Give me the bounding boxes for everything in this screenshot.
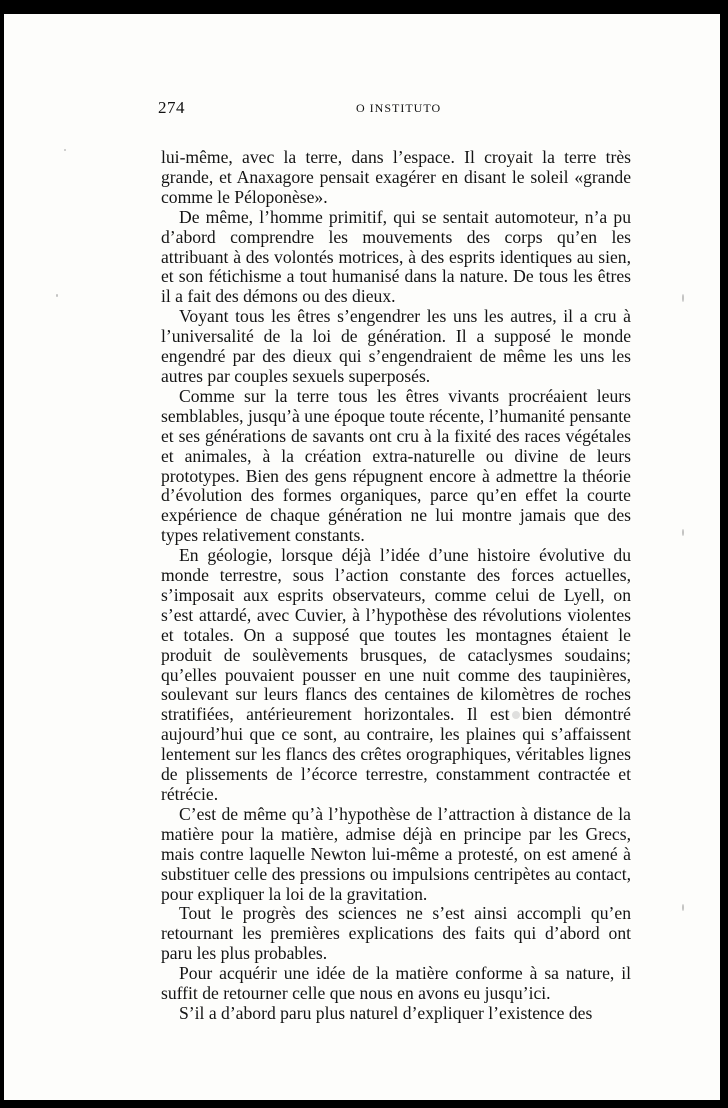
paragraph: Voyant tous les êtres s’engendrer les uns les autres, il a cru à l’universalité de la loi de génération. Il a supposé le monde engendré par des dieux qui s’engendraient de même les uns les autres par couples sexuels superposés. xyxy=(161,306,631,386)
paper-speck xyxy=(682,904,684,911)
paper-speck xyxy=(56,294,58,297)
book-page xyxy=(4,14,720,1100)
paragraph: Comme sur la terre tous les êtres vivants procréaient leurs semblables, jusqu’à une époque toute récente, l’humanité pensante et ses générations de savants ont cru à la fixité des races végétales et animales, à la création extra-naturelle ou divine de leurs prototypes. Bien des gens répugnent encore à admettre la théorie d’évolution des formes organiques, parce qu’en effet la courte expérience de chaque génération ne lui montre jamais que des types relativement constants. xyxy=(161,385,631,546)
body-text xyxy=(161,148,631,1024)
page-header xyxy=(158,98,630,122)
paper-speck xyxy=(682,529,684,536)
paragraph: Tout le progrès des sciences ne s’est ainsi accompli qu’en retournant les premières explications des faits qui d’abord ont paru les plus probables. xyxy=(161,903,631,964)
paragraph: lui-même, avec la terre, dans l’espace. Il croyait la terre très grande, et Anaxagore pensait exagérer en disant le soleil «grande comme le Péloponèse». xyxy=(161,147,631,207)
paragraph: De même, l’homme primitif, qui se sentait automoteur, n’a pu d’abord comprendre les mouvements des corps qu’en les attribuant à des volontés motrices, à des esprits identiques au sien, et son fétichisme a tout humanisé dans la nature. De tous les êtres il a fait des démons ou des dieux. xyxy=(161,206,631,307)
paper-speck xyxy=(64,149,66,151)
page-number: 274 xyxy=(158,98,185,117)
paragraph: Pour acquérir une idée de la matière conforme à sa nature, il suffit de retourner celle que nous en avons eu jusqu’ici. xyxy=(161,963,631,1004)
paper-speck xyxy=(682,294,684,302)
paragraph: S’il a d’abord paru plus naturel d’expliquer l’existence des xyxy=(179,1002,593,1023)
running-head: O INSTITUTO xyxy=(356,101,442,115)
paragraph: En géologie, lorsque déjà l’idée d’une histoire évolutive du monde terrestre, sous l’action constante des forces actuelles, s’imposait aux esprits observateurs, comme celui de Lyell, on s’est attardé, avec Cuvier, à l’hypothèse des révolutions violentes et totales. On a supposé que toutes les montagnes étaient le produit de soulèvements brusques, de cataclysmes soudains; qu’elles pouvaient pousser en une nuit comme des taupinières, soulevant sur leurs flancs des centaines de kilomètres de roches stratifiées, antérieurement horizontales. Il est bien démontré aujourd’hui que ce sont, au contraire, les plaines qui s’affaissent lentement sur les flancs des crêtes orographiques, véritables lignes de plissements de l’écorce terrestre, constamment contractée et rétrécie. xyxy=(161,545,631,804)
paragraph: C’est de même qu’à l’hypothèse de l’attraction à distance de la matière pour la matière, admise déjà en principe par les Grecs, mais contre laquelle Newton lui-même a protesté, on est amené à substituer celle des pressions ou impulsions centripètes au contact, pour expliquer la loi de la gravitation. xyxy=(161,803,631,904)
paper-speck xyxy=(512,711,520,719)
